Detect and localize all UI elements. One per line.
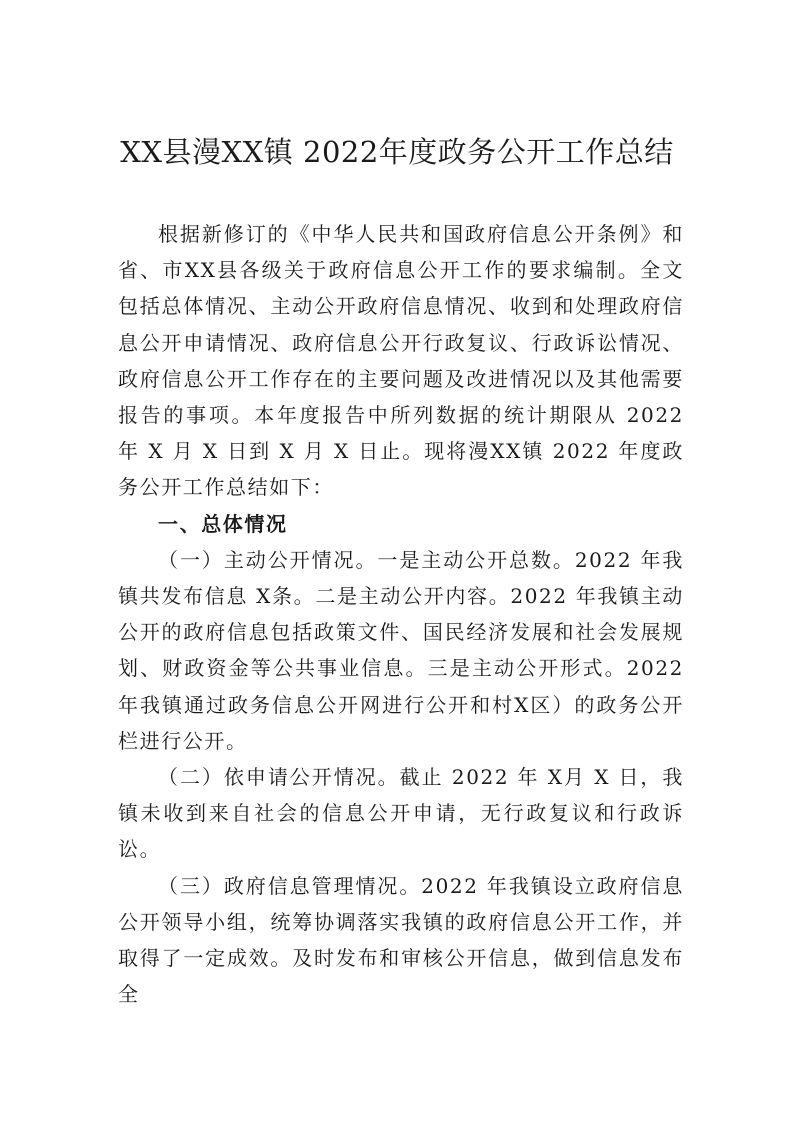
section-heading-overall: 一、总体情况 — [158, 511, 288, 536]
paragraph-proactive-disclosure: （一）主动公开情况。一是主动公开总数。2022 年我镇共发布信息 X条。二是主动公开内容。2022 年我镇主动公开的政府信息包括政策文件、国民经济发展和社会发展规划、财政资金等公共事业信息。三是主动公开形式。2022 年我镇通过政务信息公开网进行公开和村X区）的政务公开栏进行公开。 — [118, 547, 684, 753]
document-body — [118, 216, 684, 1012]
document-title: XX县漫XX镇 2022年度政务公开工作总结 — [120, 135, 674, 169]
paragraph-intro: 根据新修订的《中华人民共和国政府信息公开条例》和省、市XX县各级关于政府信息公开工作的要求编制。全文包括总体情况、主动公开政府信息情况、收到和处理政府信息公开申请情况、政府信息公开行政复议、行政诉讼情况、政府信息公开工作存在的主要问题及改进情况以及其他需要 报告的事项。本年度报告中所列数据的统计期限从 2022 年 X 月 X 日到 X 月 X 日止。现将漫XX镇 2022 年度政务公开工作总结如下： — [118, 222, 684, 500]
paragraph-application-disclosure: （二）依申请公开情况。截止 2022 年 X月 X 日，我镇未收到来自社会的信息公开申请，无行政复议和行政诉讼。 — [118, 765, 684, 862]
paragraph-information-management: （三）政府信息管理情况。2022 年我镇设立政府信息公开领导小组，统筹协调落实我镇的政府信息公开工作，并取得了一定成效。及时发布和审核公开信息，做到信息发布全 — [118, 873, 684, 1007]
